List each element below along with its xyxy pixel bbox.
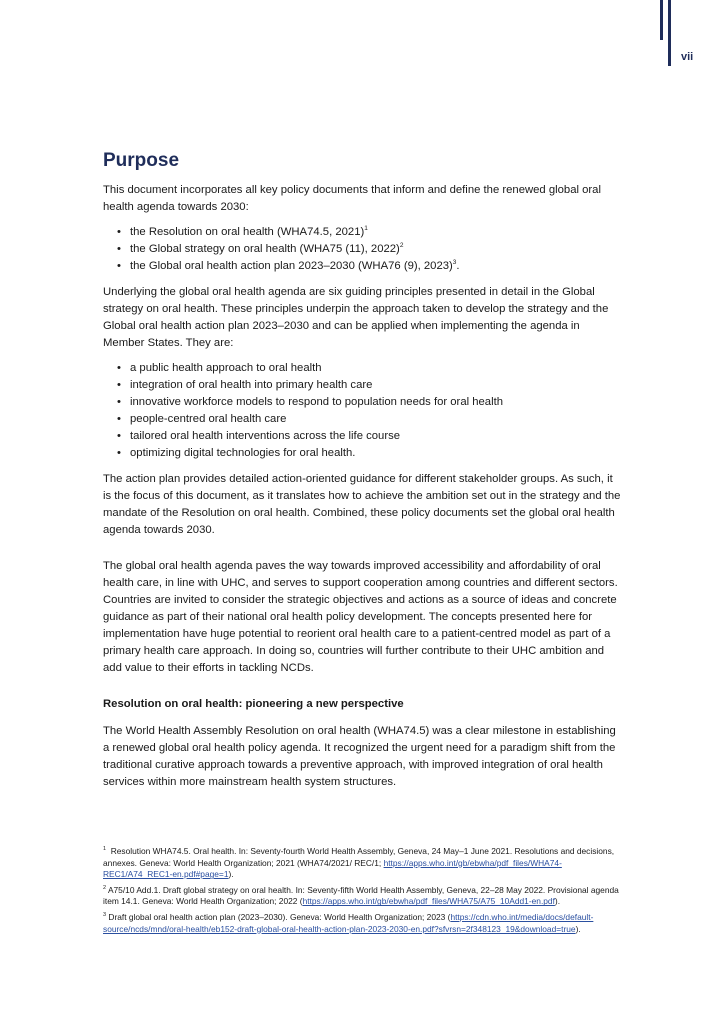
footnote-link[interactable]: https://cdn.who.int/media/docs/default-source/ncds/mnd/oral-health/eb152-draft-global-oral-health-action-plan-2023-2030-en.pdf?sfvrsn=2f348123_19&download=true xyxy=(103,911,594,934)
action-plan-paragraph: The action plan provides detailed action-oriented guidance for different stakeholder groups. As such, it is the focus of this document, as it translates how to achieve the ambition set out in the strategy and the mandate of the Resolution on oral health. Combined, these policy documents set the global oral health agenda towards 2030. xyxy=(103,473,621,536)
subsection-heading: Resolution on oral health: pioneering a new perspective xyxy=(103,698,404,710)
footnote-ref[interactable]: 2 xyxy=(399,242,404,250)
list-item: • integration of oral health into primary health care xyxy=(103,377,621,394)
footnote: $^1$ Resolution WHA74.5. Oral health. In: Seventy-fourth World Health Assembly, Geneva, 24 May–1 June 2021. Resolutions and decisions, annexes. Geneva: World Health Organization; 2021 (WHA74/2021/ REC/1; https://apps.who.int/gb/ebwha/pdf_files/WHA74-REC1/A74_REC1-en.pdf#page=1). xyxy=(103,846,615,880)
header-rule-long xyxy=(668,0,671,66)
list-item: • the Global strategy on oral health (WHA75 (11), 2022)$^2$ xyxy=(103,241,621,258)
footnote: $^2$ A75/10 Add.1. Draft global strategy on oral health. In: Seventy-fifth World Health Assembly, Geneva, 22–28 May 2022. Provisional agenda item 14.1. Geneva: World Health Organization; 2022 (https://apps.who.int/gb/ebwha/pdf_files/WHA75/A75_10Add1-en.pdf). xyxy=(103,884,619,907)
main-content xyxy=(103,150,621,791)
principles-intro-paragraph: Underlying the global oral health agenda are six guiding principles presented in detail in the Global strategy on oral health. These principles underpin the approach taken to develop the strategy and the Global oral health action plan 2023–2030 and can be applied when implementing the agenda in Member States. They are: xyxy=(103,286,609,349)
footnote-ref[interactable]: 3 xyxy=(452,259,457,267)
resolution-paragraph: The World Health Assembly Resolution on oral health (WHA74.5) was a clear milestone in establishing a renewed global oral health policy agenda. It recognized the urgent need for a paradigm shift from the traditional curative approach towards a preventive approach, with improved integration of oral health services within more mainstream health system structures. xyxy=(103,725,616,788)
intro-paragraph: This document incorporates all key policy documents that inform and define the renewed global oral health agenda towards 2030: xyxy=(103,184,601,213)
footnotes xyxy=(103,846,623,939)
list-item: • tailored oral health interventions across the life course xyxy=(103,428,621,445)
footnote-link[interactable]: https://apps.who.int/gb/ebwha/pdf_files/WHA74-REC1/A74_REC1-en.pdf#page=1 xyxy=(103,857,562,880)
agenda-paragraph: The global oral health agenda paves the way towards improved accessibility and affordability of oral health care, in line with UHC, and serves to support cooperation among countries and different sectors. Countries are invited to consider the strategic objectives and actions as a source of ideas and concrete guidance as part of their national oral health policy development. The concepts presented here for implementation have huge potential to reorient oral health care to a patient-centred model as part of a primary health care approach. In doing so, countries will further contribute to their UHC ambition and add value to their efforts in tackling NCDs. xyxy=(103,560,618,674)
list-item: • people-centred oral health care xyxy=(103,411,621,428)
list-item: • optimizing digital technologies for oral health. xyxy=(103,445,621,462)
list-item: • a public health approach to oral health xyxy=(103,360,621,377)
list-item: • the Global oral health action plan 2023–2030 (WHA76 (9), 2023)$^3$. xyxy=(103,258,621,275)
guiding-principles-list xyxy=(103,360,621,462)
footnote-number: 1 xyxy=(103,846,107,853)
header-rule-short xyxy=(660,0,663,40)
list-item: • innovative workforce models to respond to population needs for oral health xyxy=(103,394,621,411)
page-number: vii xyxy=(681,51,694,63)
list-item: • the Resolution on oral health (WHA74.5, 2021)$^1$ xyxy=(103,224,621,241)
footnote-link[interactable]: https://apps.who.int/gb/ebwha/pdf_files/WHA75/A75_10Add1-en.pdf xyxy=(302,896,555,907)
footnote: $^3$ Draft global oral health action plan (2023–2030). Geneva: World Health Organization; 2023 (https://cdn.who.int/media/docs/default-source/ncds/mnd/oral-health/eb152-draft-global-oral-health-action-plan-2023-2030-en.pdf?sfvrsn=2f348123_19&download=true). xyxy=(103,911,594,934)
footnote-number: 2 xyxy=(103,884,107,891)
footnote-ref[interactable]: 1 xyxy=(364,225,368,233)
section-title: Purpose xyxy=(103,150,180,171)
policy-documents-list xyxy=(103,224,621,275)
footnote-number: 3 xyxy=(103,912,107,919)
